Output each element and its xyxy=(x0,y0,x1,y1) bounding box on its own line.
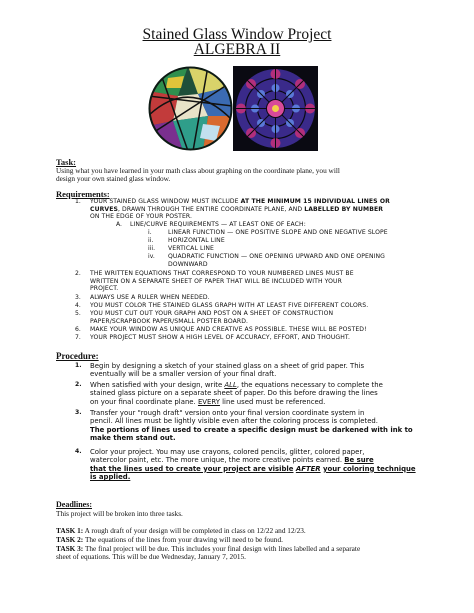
text-run: watercolor paint, etc. The more unique, the more creative points earned. xyxy=(90,456,343,465)
text-run: LABELLED BY NUMBER xyxy=(304,205,384,213)
requirement-5 xyxy=(90,310,450,325)
requirement-7: YOUR PROJECT MUST SHOW A HIGH LEVEL OF ACCURACY, EFFORT, AND THOUGHT. xyxy=(90,334,351,341)
text-line: YOU MUST CUT OUT YOUR GRAPH AND POST ON A SHEET OF CONSTRUCTION xyxy=(90,310,334,317)
text-line: QUADRATIC FUNCTION — ONE OPENING UPWARD AND ONE OPENING xyxy=(168,253,385,260)
requirement-1a: LINE/CURVE REQUIREMENTS — AT LEAST ONE OF EACH: xyxy=(130,221,306,228)
text-run: ALL xyxy=(224,381,237,389)
text-run: CURVES xyxy=(90,205,118,213)
text-line: pencil. All lines must be lightly visible even after the coloring process is completed. xyxy=(90,417,378,426)
procedure-step-4 xyxy=(90,448,462,482)
text-line: The portions of lines used to create a specific design must be darkened with ink to xyxy=(90,425,413,434)
list-number: 1. xyxy=(75,198,81,205)
list-number: 6. xyxy=(75,326,81,333)
text-line: eventually will be a smaller version of your final draft. xyxy=(90,370,277,379)
text-run: When satisfied with your design, write xyxy=(90,381,223,389)
text-run: on your final coordinate plane. xyxy=(90,397,196,406)
task-label: TASK 2: xyxy=(56,535,84,544)
text-run: , DRAWN THROUGH THE ENTIRE COORDINATE PLANE, AND xyxy=(117,205,303,213)
list-number: 4. xyxy=(75,302,81,309)
list-number: 7. xyxy=(75,334,81,341)
text-line: Transfer your "rough draft" version onto your final version coordinate system in xyxy=(90,409,365,417)
list-number: 2. xyxy=(75,270,81,277)
requirement-3: ALWAYS USE A RULER WHEN NEEDED. xyxy=(90,294,210,301)
list-number: 5. xyxy=(75,310,81,317)
text-line: make them stand out. xyxy=(90,434,176,443)
list-roman: iv. xyxy=(148,253,155,260)
task-line: design your own stained glass window. xyxy=(56,174,171,184)
stained-glass-window-photo xyxy=(148,66,233,151)
list-number: 3. xyxy=(75,294,81,301)
task-heading: Task: xyxy=(56,157,77,167)
list-number: 3. xyxy=(75,409,82,416)
list-number: 1. xyxy=(75,362,82,369)
text-line: THE WRITTEN EQUATIONS THAT CORRESPOND TO YOUR NUMBERED LINES MUST BE xyxy=(90,270,354,277)
procedure-step-1 xyxy=(90,362,460,379)
deadlines-intro: This project will be broken into three tasks. xyxy=(56,509,183,518)
text-run: AT THE MINIMUM 15 INDIVIDUAL LINES OR xyxy=(240,198,390,205)
task-label: TASK 1: xyxy=(56,526,84,535)
task-3 xyxy=(56,545,456,562)
requirement-1a-i: LINEAR FUNCTION — ONE POSITIVE SLOPE AND ONE NEGATIVE SLOPE xyxy=(168,229,388,236)
requirement-6: MAKE YOUR WINDOW AS UNIQUE AND CREATIVE AS POSSIBLE. THESE WILL BE POSTED! xyxy=(90,326,367,333)
requirement-1 xyxy=(90,198,450,221)
requirement-1a-iii: VERTICAL LINE xyxy=(168,245,214,252)
task-line: Using what you have learned in your math class about graphing on the coordinate plane, you will xyxy=(56,166,340,175)
list-roman: iii. xyxy=(148,245,156,252)
text-run: that the lines used to create your project are visible xyxy=(90,464,294,473)
text-line: stained glass picture on a separate sheet of paper. Do this before drawing the lines xyxy=(90,389,378,398)
task-label: TASK 3: xyxy=(56,544,84,553)
title-line-2: ALGEBRA II xyxy=(193,41,281,58)
list-roman: ii. xyxy=(148,237,154,244)
procedure-step-2 xyxy=(90,381,460,406)
text-line: WRITTEN ON A SEPARATE SHEET OF PAPER THAT WILL BE INCLUDED WITH YOUR xyxy=(90,277,342,285)
text-line: PROJECT. xyxy=(90,285,119,293)
text-run: EVERY xyxy=(197,397,220,406)
text-run: is applied. xyxy=(90,473,131,482)
requirement-1a-ii: HORIZONTAL LINE xyxy=(168,237,225,244)
deadlines-heading: Deadlines: xyxy=(56,500,92,509)
text-run: line used must be referenced. xyxy=(222,397,326,406)
requirement-2 xyxy=(90,270,450,293)
requirements-heading: Requirements: xyxy=(56,189,110,199)
text-run: Be sure xyxy=(344,456,374,465)
list-roman: i. xyxy=(148,229,152,236)
requirement-4: YOU MUST COLOR THE STAINED GLASS GRAPH WITH AT LEAST FIVE DIFFERENT COLORS. xyxy=(90,302,369,309)
list-number: 4. xyxy=(75,448,82,455)
text-line: sheet of equations. This will be due Wednesday, January 7, 2015. xyxy=(56,552,246,562)
text-run: A rough draft of your design will be completed in class on 12/22 and 12/23. xyxy=(84,526,306,535)
text-run: ON THE EDGE OF YOUR POSTER. xyxy=(90,213,193,221)
list-number: 2. xyxy=(75,381,82,388)
text-line: DOWNWARD xyxy=(168,260,208,268)
text-run: YOUR STAINED GLASS WINDOW MUST INCLUDE xyxy=(90,198,239,205)
text-run: AFTER xyxy=(295,464,321,473)
text-run: The equations of the lines from your drawing will need to be found. xyxy=(84,535,283,544)
text-line: PAPER/SCRAPBOOK PAPER/SMALL POSTER BOARD. xyxy=(90,317,249,325)
text-line: Color your project. You may use crayons, colored pencils, glitter, colored paper, xyxy=(90,448,365,456)
text-run: The final project will be due. This includes your final design with lines labelled and a separate xyxy=(84,544,361,553)
requirement-1a-iv xyxy=(168,253,448,268)
text-line: Begin by designing a sketch of your stained glass on a sheet of grid paper. This xyxy=(90,362,365,370)
rose-window-photo xyxy=(233,66,318,151)
task-text xyxy=(56,167,456,184)
title-line-1: Stained Glass Window Project xyxy=(142,26,332,43)
text-run: your coloring technique xyxy=(323,464,416,473)
text-run: , the equations necessary to complete the xyxy=(236,381,383,389)
procedure-heading: Procedure: xyxy=(56,351,99,361)
list-letter: A. xyxy=(116,221,122,228)
procedure-step-3 xyxy=(90,409,460,443)
